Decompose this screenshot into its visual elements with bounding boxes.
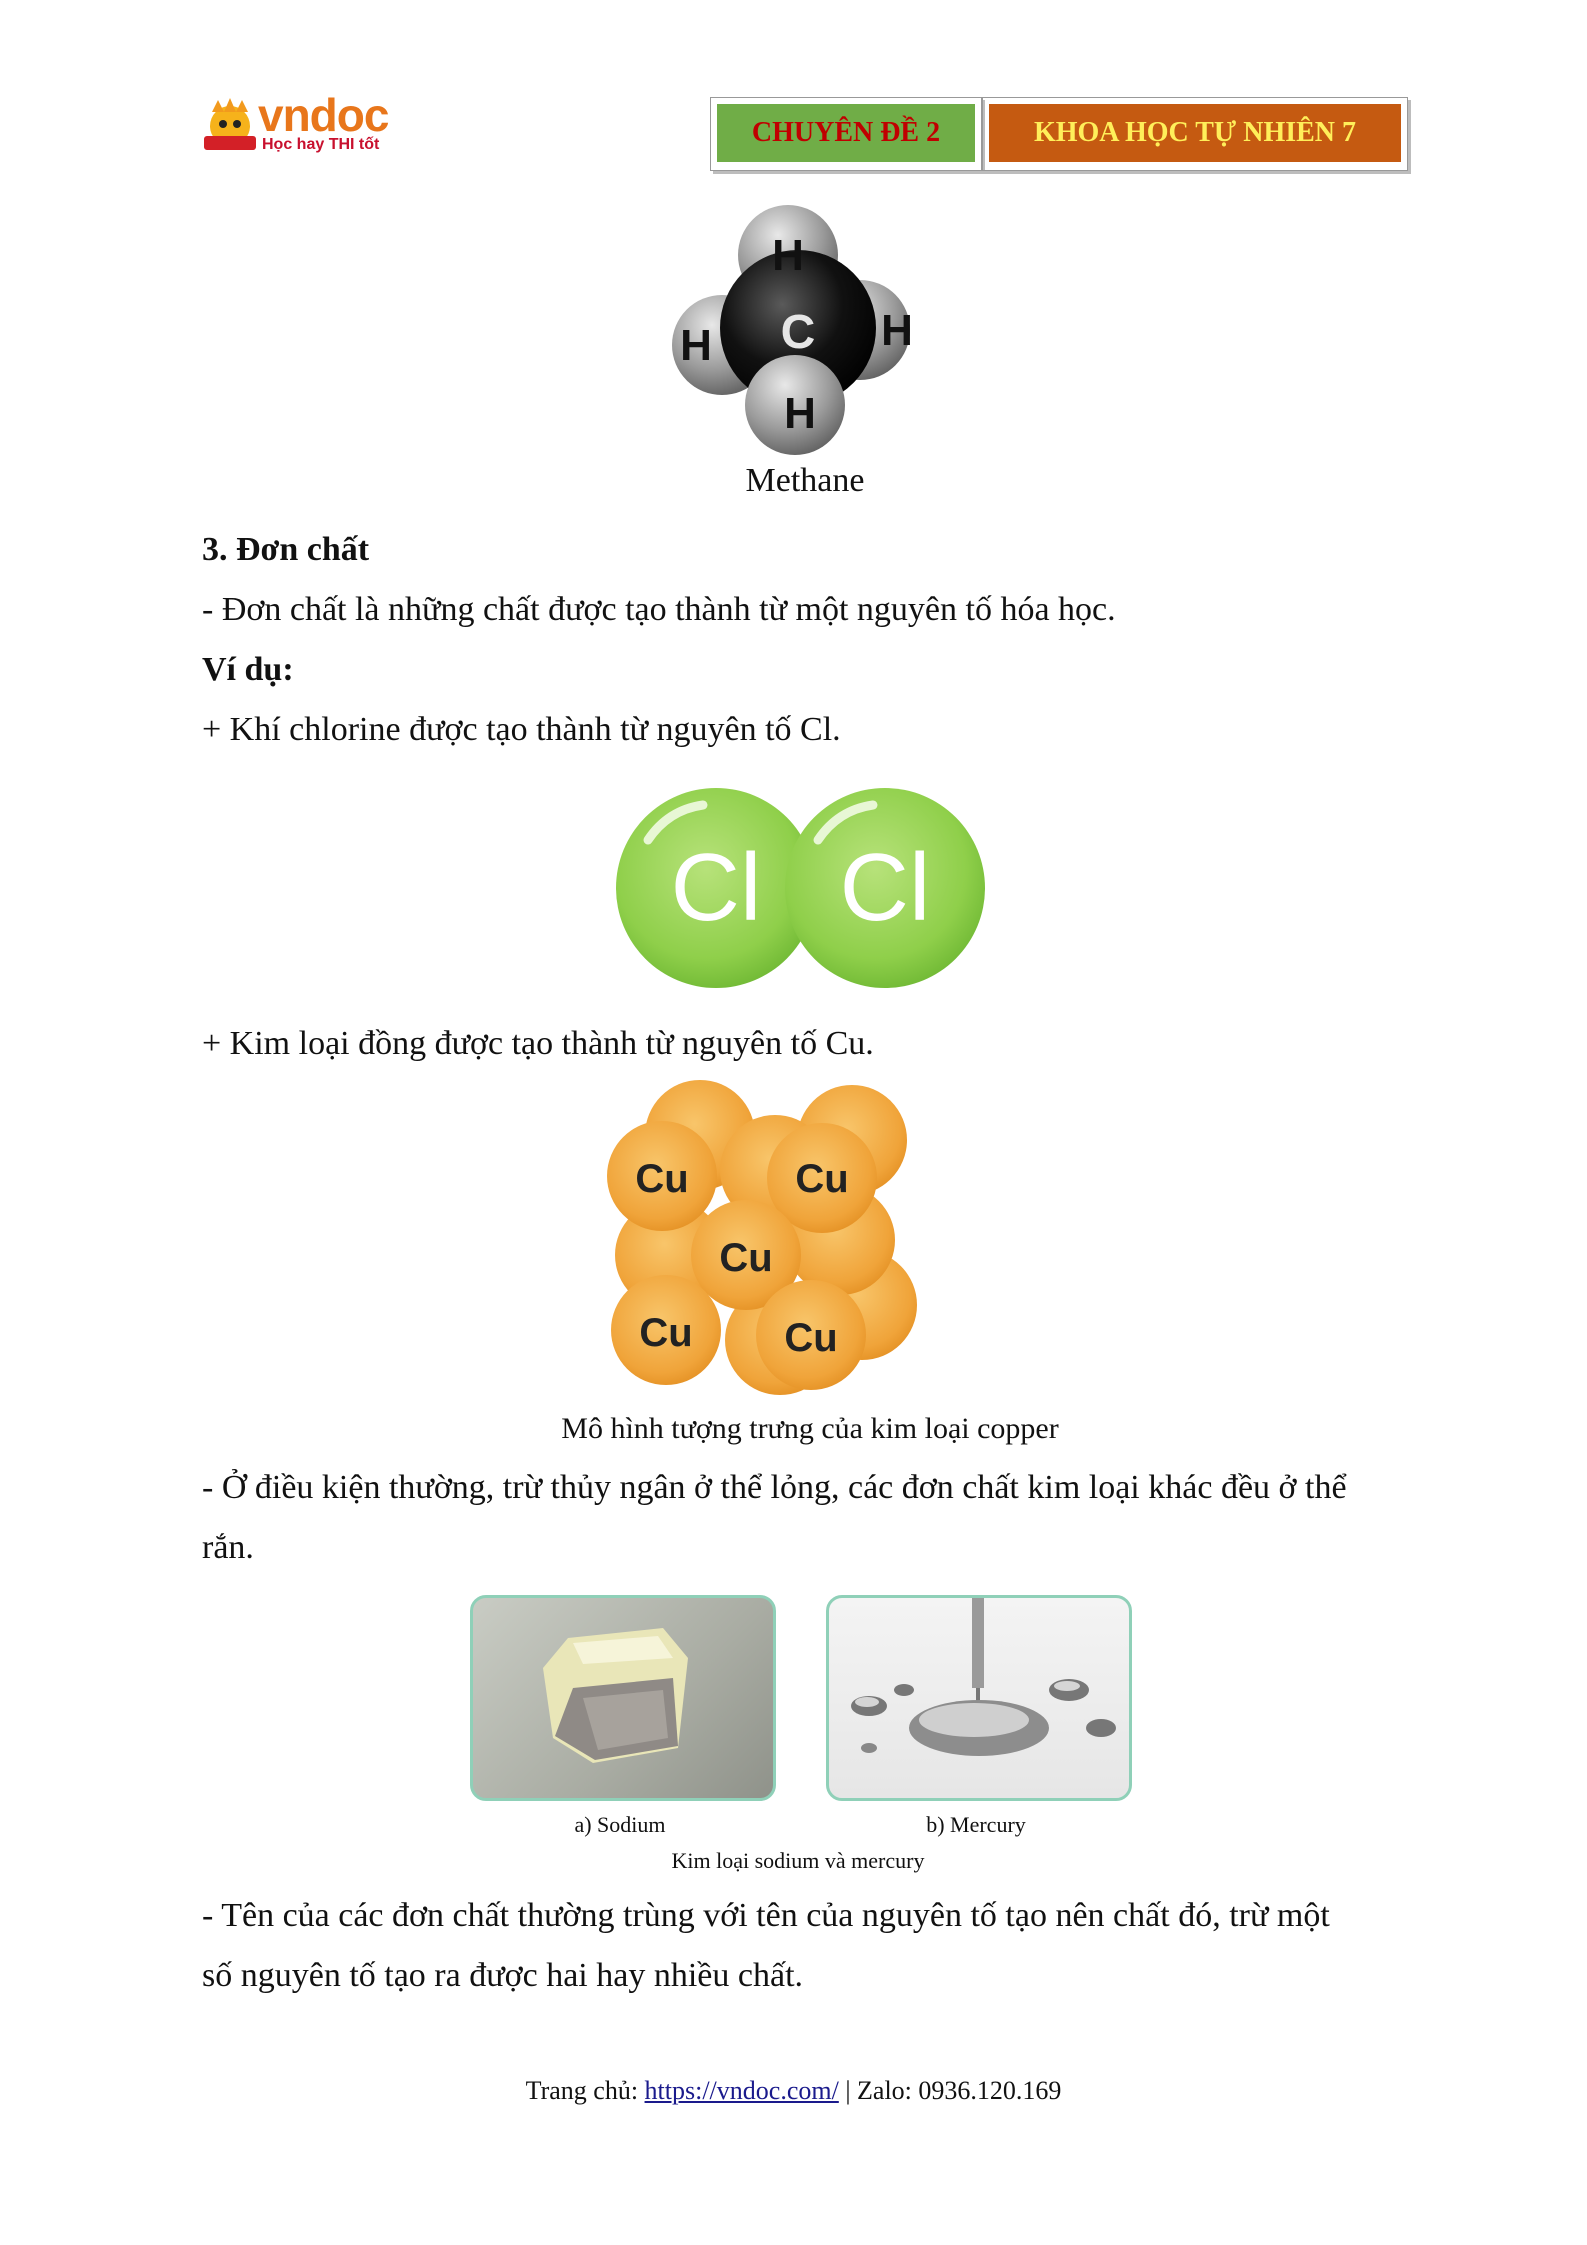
methane-atom-h4: H bbox=[784, 389, 816, 438]
copper-atom-2: Cu bbox=[795, 1157, 849, 1201]
metals-caption: Kim loại sodium và mercury bbox=[671, 1848, 925, 1873]
chlorine-atom-1: Cl bbox=[670, 834, 762, 941]
state-line-1: - Ở điều kiện thường, trừ thủy ngân ở thể lỏng, các đơn chất kim loại khác đều ở thể bbox=[202, 1469, 1347, 1506]
methane-atom-c: C bbox=[780, 306, 816, 359]
tab-subject-label: KHOA HỌC TỰ NHIÊN 7 bbox=[989, 104, 1401, 162]
sodium-image bbox=[473, 1598, 773, 1798]
copper-atom-5: Cu bbox=[784, 1316, 838, 1360]
methane-atom-h1: H bbox=[772, 231, 804, 280]
copper-model bbox=[600, 1080, 930, 1400]
mascot-icon bbox=[200, 98, 260, 158]
sodium-label: a) Sodium bbox=[574, 1812, 666, 1837]
chlorine-model bbox=[608, 770, 998, 1000]
footer-prefix: Trang chủ: bbox=[525, 2076, 645, 2105]
definition-text: - Đơn chất là những chất được tạo thành từ một nguyên tố hóa học. bbox=[202, 591, 1116, 628]
sodium-photo bbox=[470, 1595, 776, 1801]
methane-atom-h3: H bbox=[680, 321, 712, 370]
methane-model bbox=[660, 200, 930, 460]
example-label: Ví dụ: bbox=[202, 651, 294, 688]
logo-brand: vndoc bbox=[258, 89, 389, 141]
mercury-image bbox=[829, 1598, 1129, 1798]
tab-subject bbox=[982, 97, 1408, 171]
example-copper: + Kim loại đồng được tạo thành từ nguyên tố Cu. bbox=[202, 1025, 874, 1062]
name-line-1: - Tên của các đơn chất thường trùng với tên của nguyên tố tạo nên chất đó, trừ một bbox=[202, 1897, 1330, 1934]
logo-tagline: Học hay THI tốt bbox=[262, 136, 380, 153]
tab-topic-label: CHUYÊN ĐỀ 2 bbox=[717, 104, 975, 162]
copper-atom-1: Cu bbox=[635, 1157, 689, 1201]
tab-topic bbox=[710, 97, 982, 171]
methane-caption: Methane bbox=[745, 462, 865, 499]
footer bbox=[0, 2076, 1587, 2106]
example-chlorine: + Khí chlorine được tạo thành từ nguyên tố Cl. bbox=[202, 711, 841, 748]
methane-atom-h2: H bbox=[881, 306, 913, 355]
copper-atom-4: Cu bbox=[639, 1311, 693, 1355]
chlorine-atom-2: Cl bbox=[839, 834, 931, 941]
mercury-photo bbox=[826, 1595, 1132, 1801]
copper-atom-3: Cu bbox=[719, 1236, 773, 1280]
mercury-label: b) Mercury bbox=[926, 1812, 1026, 1837]
copper-caption: Mô hình tượng trưng của kim loại copper bbox=[561, 1412, 1059, 1445]
footer-home-link[interactable]: https://vndoc.com/ bbox=[644, 2076, 839, 2105]
footer-suffix: | Zalo: 0936.120.169 bbox=[838, 2076, 1062, 2105]
name-line-2: số nguyên tố tạo ra được hai hay nhiều chất. bbox=[202, 1957, 804, 1994]
section-heading: 3. Đơn chất bbox=[202, 531, 370, 568]
state-line-2: rắn. bbox=[202, 1529, 254, 1566]
